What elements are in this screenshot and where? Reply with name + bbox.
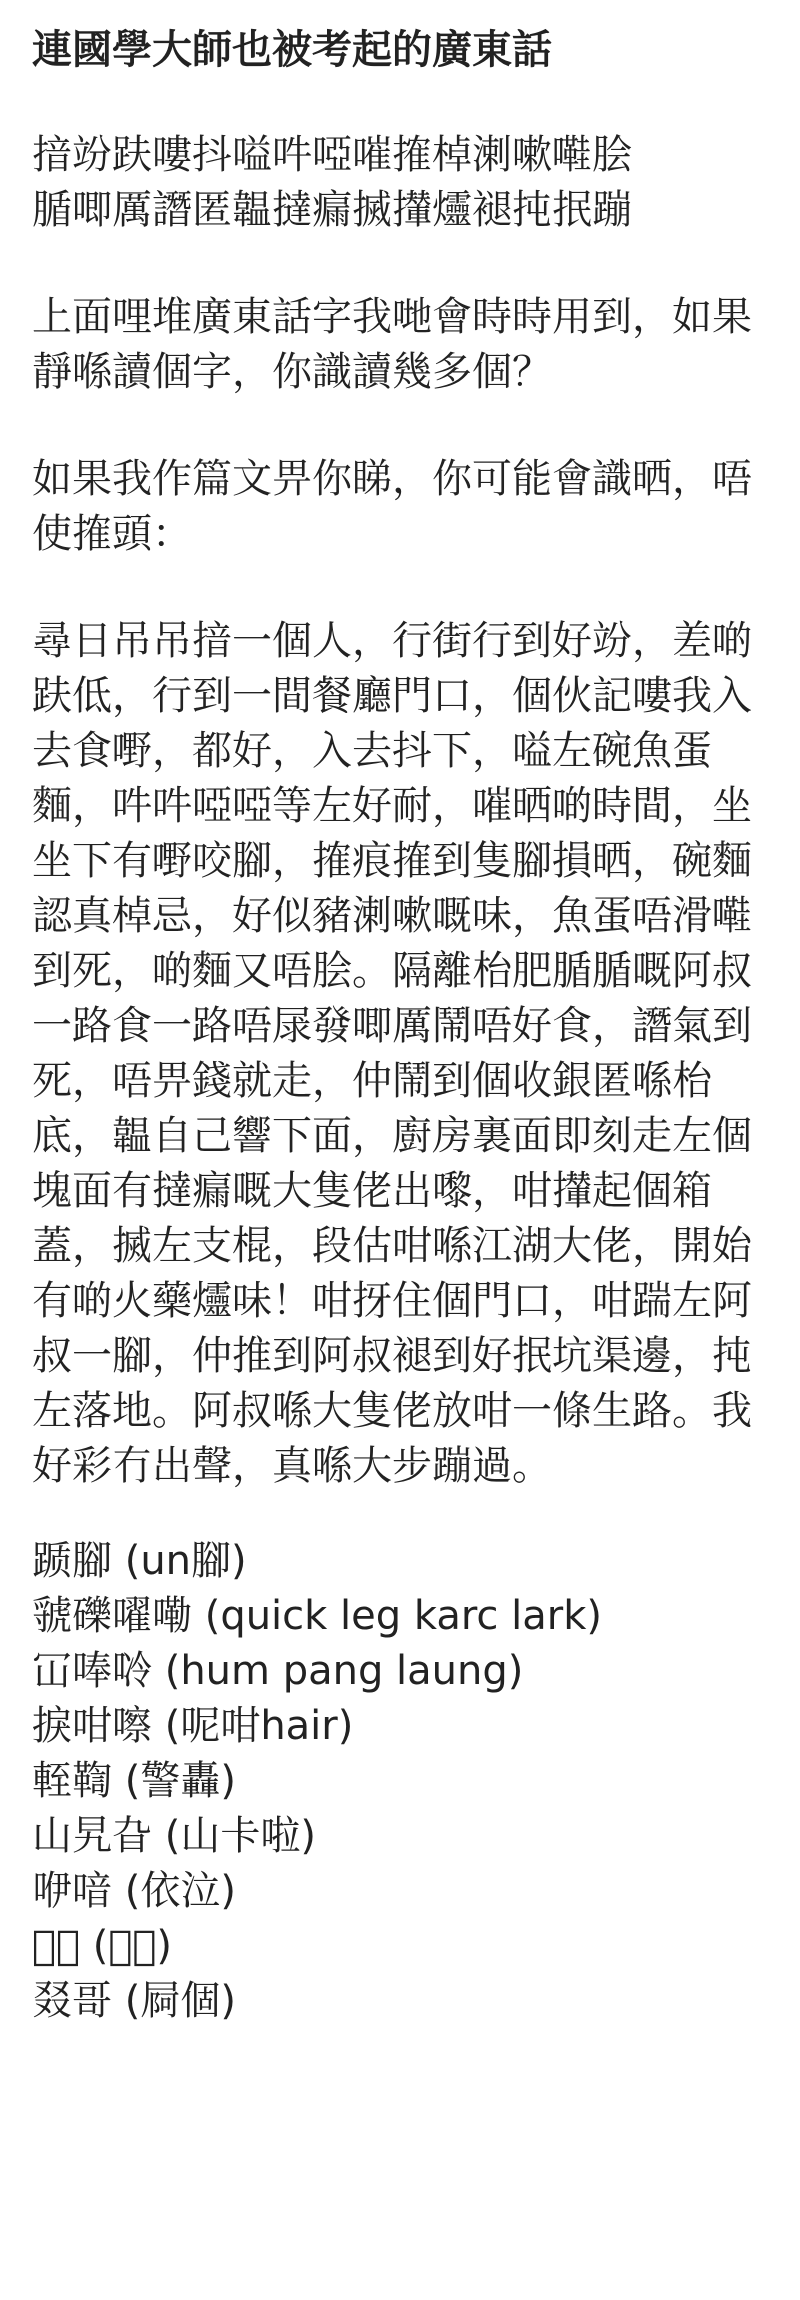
spacer (32, 1494, 772, 1534)
term-item: 踬腳 (un腳) (32, 1538, 247, 1584)
term-list (32, 1534, 772, 2029)
term-item: 咿喑 (依泣) (32, 1868, 236, 1914)
term-item: 捩咁嚓 (呢咁hair) (32, 1703, 354, 1749)
spacer (32, 562, 772, 614)
term-item: 輊鞫 (警轟) (32, 1758, 236, 1804)
article-title: 連國學大師也被考起的廣東話 (32, 27, 552, 73)
term-item: 山旯旮 (山卡啦) (32, 1813, 316, 1859)
spacer (32, 238, 772, 290)
intro-paragraph: 如果我作篇文畀你睇，你可能會識晒，唔使搉頭： (32, 456, 752, 557)
spacer (32, 76, 772, 128)
term-item: 叕哥 (屙個) (32, 1978, 236, 2024)
question-paragraph: 上面哩堆廣東話字我哋會時時用到，如果靜喺讀個字，你識讀幾多個？ (32, 294, 752, 395)
char-line-1: 揞竕趺嘍抖嗌吽啞嗺搉棹溂嗽嚡脍 (32, 132, 632, 178)
term-item: 虢礫嚁嘞 (quick leg karc lark) (32, 1593, 602, 1639)
story-paragraph: 尋日吊吊揞一個人，行街行到好竕，差啲趺低，行到一間餐廳門口，個伙記嘍我入去食嘢，都好，入去抖下，嗌左碗魚蛋麵，吽吽啞啞等左好耐，嗺晒啲時間，坐坐下有嘢咬腳，搉痕搉到隻腳損晒，碗麵認真棹忌，好似豬溂嗽嘅味，魚蛋唔滑嚡到死，啲麵又唔脍。隔離枱肥腯腯嘅阿叔一路食一路唔㞗發唧厲鬧唔好食，譖氣到死，唔畀錢就走，仲鬧到個收銀匿喺枱底，韞自己響下面，廚房裏面即刻走左個塊面有撻瘺嘅大隻佬出嚟，咁攆起個箱蓋，搣左支棍，段估咁喺江湖大佬，開始有啲火藥爧味！咁㧎住個門口，咁踹左阿叔一腳，仲推到阿叔褪到好抿坑渠邊，扽左落地。阿叔喺大隻佬放咁一條生路。我好彩冇出聲，真喺大步蹦過。 (32, 618, 752, 1489)
char-line-2: 腯唧厲譖匿韞撻瘺搣攆爧褪扽抿蹦 (32, 187, 632, 233)
term-item: 𠆳徙 (哪西) (32, 1923, 172, 1969)
spacer (32, 400, 772, 452)
term-item: 冚唪唥 (hum pang laung) (32, 1648, 524, 1694)
